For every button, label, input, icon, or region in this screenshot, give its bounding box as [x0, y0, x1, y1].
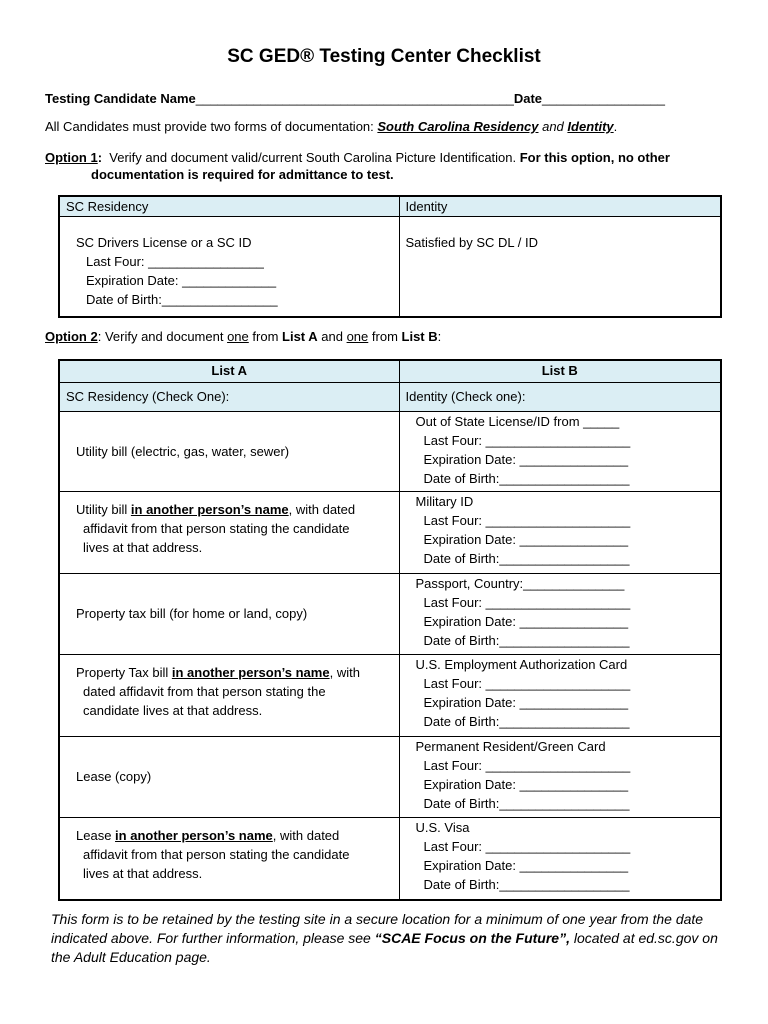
- option1-residency-cell: [59, 217, 399, 317]
- expiration-field[interactable]: Expiration Date: _______________: [423, 857, 629, 873]
- list-b-subheader: Identity (Check one):: [399, 382, 721, 411]
- list-b-title: Military ID: [415, 493, 474, 509]
- option2-text4: from: [368, 329, 402, 344]
- list-b-title: U.S. Employment Authorization Card: [415, 656, 628, 672]
- list-b-title: U.S. Visa: [415, 819, 470, 835]
- option1-bold-1: For this option, no other: [519, 150, 670, 165]
- intro-identity: Identity: [567, 119, 614, 134]
- last-four-field[interactable]: Last Four: ____________________: [423, 675, 631, 691]
- list-a-text-post: , with dated: [288, 501, 356, 517]
- option2-text2: from: [248, 329, 283, 344]
- intro-text: All Candidates must provide two forms of documentation:: [45, 119, 378, 134]
- table-row: [59, 411, 721, 491]
- expiration-field[interactable]: Expiration Date: _______________: [423, 694, 629, 710]
- list-a-text-post: , with: [329, 664, 360, 680]
- intro-residency: South Carolina Residency: [377, 119, 539, 134]
- table-row: [59, 817, 721, 900]
- table-row: [59, 736, 721, 817]
- option2-text3: and: [317, 329, 347, 344]
- option2-text1: : Verify and document: [97, 329, 228, 344]
- option1-bold-2: documentation is required for admittance to test.: [91, 167, 394, 182]
- option1-col-identity: Identity: [399, 196, 721, 217]
- dob-field[interactable]: Date of Birth:__________________: [423, 876, 630, 892]
- list-a-text: Property Tax bill: [76, 664, 172, 680]
- list-a-cell: [59, 736, 399, 817]
- table-row: [59, 491, 721, 573]
- option1-text: [45, 149, 670, 183]
- option2-label: Option 2: [45, 329, 98, 344]
- option1-item: SC Drivers License or a SC ID: [76, 235, 252, 250]
- list-b-cell: [399, 817, 721, 900]
- option1-last-four[interactable]: Last Four: ________________: [86, 254, 264, 269]
- footer-note: [51, 910, 731, 967]
- list-a-subheader: SC Residency (Check One):: [59, 382, 399, 411]
- option1-identity-cell: Satisfied by SC DL / ID: [399, 217, 721, 317]
- last-four-field[interactable]: Last Four: ____________________: [423, 838, 631, 854]
- list-a-text: Utility bill (electric, gas, water, sewer): [76, 443, 290, 459]
- intro-period: .: [613, 119, 618, 134]
- list-a-continuation: affidavit from that person stating the candidate: [83, 846, 350, 862]
- option1-body: Verify and document valid/current South Carolina Picture Identification.: [102, 150, 520, 165]
- list-a-emphasis: in another person’s name: [171, 664, 330, 680]
- dob-field[interactable]: Date of Birth:__________________: [423, 632, 630, 648]
- candidate-name-label: Testing Candidate Name: [45, 91, 196, 106]
- date-blank[interactable]: _________________: [542, 91, 665, 106]
- option2-text5: :: [437, 329, 442, 344]
- list-a-continuation: dated affidavit from that person stating the: [83, 683, 326, 699]
- footer-text1: This form is to be retained by the testing site in a secure location for a minimum of one year from the date indicated above. For further information, please see: [51, 911, 704, 946]
- dob-field[interactable]: Date of Birth:__________________: [423, 795, 630, 811]
- list-a-cell: [59, 491, 399, 573]
- intro-line: [45, 119, 617, 134]
- intro-and: and: [538, 119, 568, 134]
- last-four-field[interactable]: Last Four: ____________________: [423, 432, 631, 448]
- option1-dob[interactable]: Date of Birth:________________: [86, 292, 278, 307]
- expiration-field[interactable]: Expiration Date: _______________: [423, 531, 629, 547]
- last-four-field[interactable]: Last Four: ____________________: [423, 594, 631, 610]
- list-b-cell: [399, 573, 721, 654]
- list-b-cell: [399, 411, 721, 491]
- list-a-cell: [59, 817, 399, 900]
- list-a-continuation: lives at that address.: [83, 865, 203, 881]
- list-a-text: Property tax bill (for home or land, copy): [76, 606, 308, 621]
- dob-field[interactable]: Date of Birth:__________________: [423, 470, 630, 486]
- table-row: [59, 654, 721, 736]
- list-a-emphasis: in another person’s name: [115, 827, 273, 843]
- list-a-continuation: affidavit from that person stating the candidate: [83, 520, 350, 536]
- option2-one-b: one: [346, 329, 369, 344]
- footer-bold: “SCAE Focus on the Future”,: [374, 930, 570, 946]
- option2-table: [58, 359, 722, 901]
- table-row: [59, 573, 721, 654]
- expiration-field[interactable]: Expiration Date: _______________: [423, 451, 629, 467]
- list-b-cell: [399, 654, 721, 736]
- list-b-title: Out of State License/ID from _____: [415, 413, 620, 429]
- list-a-text-post: , with dated: [272, 827, 340, 843]
- list-b-cell: [399, 491, 721, 573]
- list-b-title: Passport, Country:______________: [415, 575, 625, 591]
- expiration-field[interactable]: Expiration Date: _______________: [423, 613, 629, 629]
- expiration-field[interactable]: Expiration Date: _______________: [423, 776, 629, 792]
- list-b-title: Permanent Resident/Green Card: [415, 738, 606, 754]
- candidate-line: [45, 91, 665, 106]
- candidate-name-blank[interactable]: ____________________________________________: [195, 91, 514, 106]
- list-b-cell: [399, 736, 721, 817]
- list-a-cell: [59, 654, 399, 736]
- footer-text2: located at ed.sc.gov on the Adult Education page.: [51, 930, 718, 965]
- list-a-text: Lease (copy): [76, 769, 152, 784]
- option1-table: [58, 195, 722, 318]
- last-four-field[interactable]: Last Four: ____________________: [423, 512, 631, 528]
- list-a-cell: [59, 573, 399, 654]
- list-a-continuation: candidate lives at that address.: [83, 702, 263, 718]
- option2-list-b: List B: [401, 329, 438, 344]
- option1-col-residency: SC Residency: [59, 196, 399, 217]
- list-b-header: List B: [399, 360, 721, 382]
- list-a-text: Utility bill: [76, 501, 131, 517]
- last-four-field[interactable]: Last Four: ____________________: [423, 757, 631, 773]
- list-a-header: List A: [59, 360, 399, 382]
- option2-one-a: one: [227, 329, 249, 344]
- list-a-continuation: lives at that address.: [83, 539, 203, 555]
- list-a-text: Lease: [76, 827, 116, 843]
- option1-label: Option 1: [45, 150, 98, 165]
- dob-field[interactable]: Date of Birth:__________________: [423, 550, 630, 566]
- list-a-emphasis: in another person’s name: [130, 501, 289, 517]
- option2-list-a: List A: [282, 329, 318, 344]
- list-a-cell: [59, 411, 399, 491]
- page-title: SC GED® Testing Center Checklist: [227, 46, 541, 67]
- option2-text: [45, 329, 441, 344]
- option1-colon: :: [97, 150, 103, 165]
- dob-field[interactable]: Date of Birth:__________________: [423, 713, 630, 729]
- option1-expiration[interactable]: Expiration Date: _____________: [86, 273, 277, 288]
- date-label: Date: [513, 91, 543, 106]
